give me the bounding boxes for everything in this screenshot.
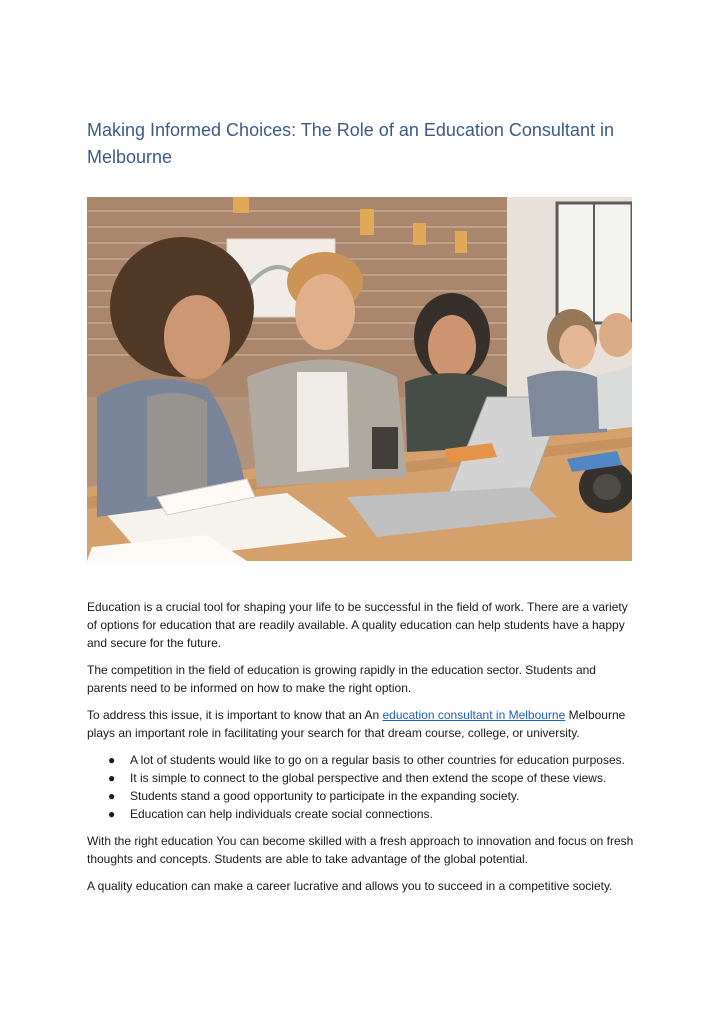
page-title: Making Informed Choices: The Role of an Education Consultant in Melbourne: [87, 120, 614, 167]
list-item: [108, 751, 635, 769]
paragraph-3-end: Melbourne plays an important role in facilitating your search for that dream course, college, or university.: [87, 708, 626, 740]
list-item: [108, 769, 635, 787]
education-consultant-link[interactable]: education consultant in Melbourne: [382, 708, 566, 722]
paragraph-2: The competition in the field of education is growing rapidly in the education sector. Students and parents need to be informed on how to make the right option.: [87, 663, 596, 695]
hero-photo-students-with-laptop: [87, 197, 632, 561]
bullet-icon: ●: [108, 807, 116, 821]
list-item-text: Students stand a good opportunity to participate in the expanding society.: [130, 789, 520, 803]
list-item-text: It is simple to connect to the global perspective and then extend the scope of these views.: [130, 771, 607, 785]
article-body: [87, 598, 635, 904]
paragraph-5: A quality education can make a career lucrative and allows you to succeed in a competitive society.: [87, 879, 613, 893]
paragraph-1: Education is a crucial tool for shaping your life to be successful in the field of work. There are a variety of options for education that are readily available. A quality education can help students have a happy and secure for the future.: [87, 600, 628, 650]
bullet-icon: ●: [108, 753, 116, 767]
bullet-icon: ●: [108, 789, 116, 803]
paragraph-3: [87, 706, 635, 742]
list-item: [108, 805, 635, 823]
paragraph-4: With the right education You can become skilled with a fresh approach to innovation and focus on fresh thoughts and concepts. Students are able to take advantage of the global potential.: [87, 834, 634, 866]
paragraph-3-start: To address this issue, it is important to know that an An: [87, 708, 383, 722]
list-item: [108, 787, 635, 805]
bullet-icon: ●: [108, 771, 116, 785]
benefits-list: [87, 751, 635, 823]
list-item-text: A lot of students would like to go on a regular basis to other countries for education purposes.: [130, 753, 625, 767]
list-item-text: Education can help individuals create social connections.: [130, 807, 433, 821]
